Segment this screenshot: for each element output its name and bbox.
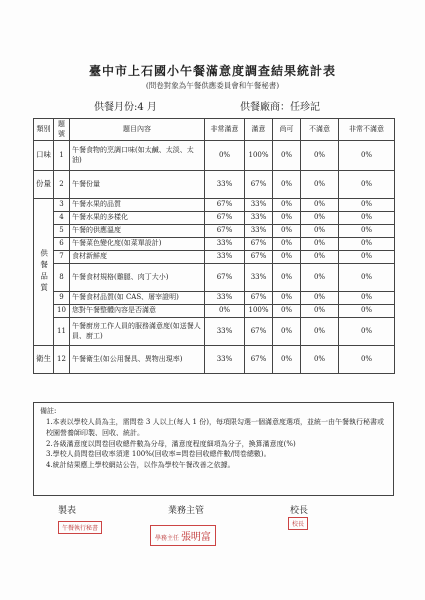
header-very-satisfied: 非常滿意 <box>205 119 245 141</box>
value-cell: 0% <box>301 292 339 305</box>
value-cell: 33% <box>245 264 273 292</box>
value-cell: 33% <box>205 346 245 374</box>
question-text: 午餐廚房工作人員的服務滿意度(如送餐人員、廚工) <box>70 318 205 346</box>
table-row <box>34 318 395 346</box>
value-cell: 0% <box>301 171 339 199</box>
table-row <box>34 292 395 305</box>
question-text: 您對午餐整體內容是否滿意 <box>70 305 205 318</box>
value-cell: 0% <box>301 199 339 212</box>
value-cell: 33% <box>205 318 245 346</box>
value-cell: 0% <box>301 264 339 292</box>
question-number: 10 <box>54 305 70 318</box>
value-cell: 67% <box>245 318 273 346</box>
value-cell: 33% <box>205 238 245 251</box>
value-cell: 67% <box>245 171 273 199</box>
question-number: 5 <box>54 225 70 238</box>
survey-table <box>33 118 395 374</box>
value-cell: 0% <box>301 212 339 225</box>
value-cell: 0% <box>273 251 301 264</box>
value-cell: 0% <box>273 238 301 251</box>
value-cell: 0% <box>273 225 301 238</box>
value-cell: 0% <box>273 199 301 212</box>
question-text: 午餐衛生(如公用餐具、異物出現率) <box>70 346 205 374</box>
value-cell: 0% <box>301 225 339 238</box>
note-item: 3.學校人員問卷回收率須達 100%(回收率=問卷回收總件數/問卷總數)。 <box>46 450 271 459</box>
table-row <box>34 225 395 238</box>
table-row <box>34 251 395 264</box>
value-cell: 0% <box>339 346 395 374</box>
supply-month: 供餐月份:4 月 <box>94 102 157 113</box>
category-cell: 口味 <box>34 141 54 171</box>
value-cell: 0% <box>273 264 301 292</box>
value-cell: 0% <box>339 292 395 305</box>
value-cell: 0% <box>301 305 339 318</box>
header-question: 題目內容 <box>70 119 205 141</box>
document-title: 臺中市上石國小午餐滿意度調查結果統計表 <box>88 64 336 78</box>
value-cell: 0% <box>339 199 395 212</box>
value-cell: 67% <box>205 212 245 225</box>
value-cell: 0% <box>301 346 339 374</box>
question-text: 食材新鮮度 <box>70 251 205 264</box>
director-label: 業務主管 <box>168 506 205 516</box>
document-subtitle: (問卷對象為午餐供應委員會和午餐秘書) <box>145 81 280 90</box>
header-satisfied: 滿意 <box>245 119 273 141</box>
value-cell: 67% <box>245 238 273 251</box>
value-cell: 0% <box>273 305 301 318</box>
question-text: 午餐食材規格(雞腿、肉丁大小) <box>70 264 205 292</box>
question-text: 午餐的供應溫度 <box>70 225 205 238</box>
table-row <box>34 305 395 318</box>
question-text: 午餐份量 <box>70 171 205 199</box>
value-cell: 0% <box>339 264 395 292</box>
value-cell: 0% <box>273 346 301 374</box>
table-row <box>34 199 395 212</box>
category-cell: 份量 <box>34 171 54 199</box>
director-stamp <box>150 525 216 546</box>
supplier-label: 供餐廠商： <box>240 102 290 113</box>
value-cell: 33% <box>245 199 273 212</box>
category-cell: 衛生 <box>34 346 54 374</box>
principal-stamp-text: 校長 <box>292 521 305 528</box>
question-number: 2 <box>54 171 70 199</box>
question-number: 11 <box>54 318 70 346</box>
notes-heading: 備註: <box>40 407 57 415</box>
note-item: 4.統計結果應上學校網站公告，以作為學校午餐改善之依據。 <box>46 461 235 470</box>
maker-stamp-text: 午餐執行秘書 <box>62 525 99 532</box>
value-cell: 0% <box>339 212 395 225</box>
header-unsatisfied: 不滿意 <box>301 119 339 141</box>
question-text: 午餐菜色變化度(如菜單設計) <box>70 238 205 251</box>
value-cell: 100% <box>245 141 273 171</box>
value-cell: 33% <box>205 292 245 305</box>
maker-label: 製表 <box>58 506 77 516</box>
table-row <box>34 171 395 199</box>
header-category: 類別 <box>34 119 54 141</box>
principal-label: 校長 <box>290 506 309 516</box>
table-row <box>34 141 395 171</box>
question-number: 8 <box>54 264 70 292</box>
value-cell: 0% <box>339 225 395 238</box>
question-number: 7 <box>54 251 70 264</box>
value-cell: 67% <box>205 225 245 238</box>
table-row <box>34 264 395 292</box>
value-cell: 67% <box>205 199 245 212</box>
value-cell: 33% <box>205 251 245 264</box>
table-row <box>34 212 395 225</box>
value-cell: 100% <box>245 305 273 318</box>
value-cell: 33% <box>205 171 245 199</box>
value-cell: 0% <box>273 212 301 225</box>
supplier-name: 任珍記 <box>290 102 320 113</box>
value-cell: 67% <box>245 346 273 374</box>
value-cell: 0% <box>339 251 395 264</box>
maker-stamp <box>58 521 102 534</box>
question-number: 9 <box>54 292 70 305</box>
value-cell: 0% <box>301 318 339 346</box>
value-cell: 33% <box>245 212 273 225</box>
table-row <box>34 238 395 251</box>
supplier <box>240 98 320 113</box>
header-fair: 尚可 <box>273 119 301 141</box>
value-cell: 0% <box>273 141 301 171</box>
value-cell: 0% <box>339 141 395 171</box>
question-number: 12 <box>54 346 70 374</box>
director-stamp-name: 張明富 <box>180 532 211 543</box>
value-cell: 0% <box>205 141 245 171</box>
question-text: 午餐食物的烹調口味(如太鹹、太淡、太油) <box>70 141 205 171</box>
value-cell: 0% <box>339 171 395 199</box>
question-text: 午餐水果的品質 <box>70 199 205 212</box>
value-cell: 0% <box>339 305 395 318</box>
principal-stamp <box>288 517 308 530</box>
note-item: 2.各級滿意度以問卷回收總件數為分母，滿意度程度細項為分子，換算滿意度(%) <box>46 439 296 448</box>
value-cell: 0% <box>339 238 395 251</box>
value-cell: 67% <box>205 264 245 292</box>
note-item: 1.本表以學校人員為主，需問卷 3 人以上(每人 1 份)，每項限勾選一個滿意度選項，並統一由午餐執行秘書或校園營養師印製、回收、統計。 <box>46 417 384 437</box>
table-header-row <box>34 119 395 141</box>
value-cell: 33% <box>245 225 273 238</box>
value-cell: 67% <box>245 251 273 264</box>
question-number: 1 <box>54 141 70 171</box>
value-cell: 0% <box>339 318 395 346</box>
value-cell: 0% <box>301 141 339 171</box>
value-cell: 0% <box>205 305 245 318</box>
question-number: 6 <box>54 238 70 251</box>
value-cell: 0% <box>273 318 301 346</box>
question-number: 3 <box>54 199 70 212</box>
value-cell: 0% <box>273 292 301 305</box>
director-stamp-title: 學務主任 <box>155 535 180 542</box>
value-cell: 67% <box>245 292 273 305</box>
header-number: 題號 <box>54 119 70 141</box>
notes-box <box>33 402 394 496</box>
question-text: 午餐食材品質(如 CAS、屠宰證明) <box>70 292 205 305</box>
question-text: 午餐水果的多樣化 <box>70 212 205 225</box>
header-very-unsatisfied: 非常不滿意 <box>339 119 395 141</box>
value-cell: 0% <box>301 238 339 251</box>
value-cell: 0% <box>301 251 339 264</box>
category-cell: 供餐品質 <box>34 199 54 346</box>
question-number: 4 <box>54 212 70 225</box>
value-cell: 0% <box>273 171 301 199</box>
table-row <box>34 346 395 374</box>
